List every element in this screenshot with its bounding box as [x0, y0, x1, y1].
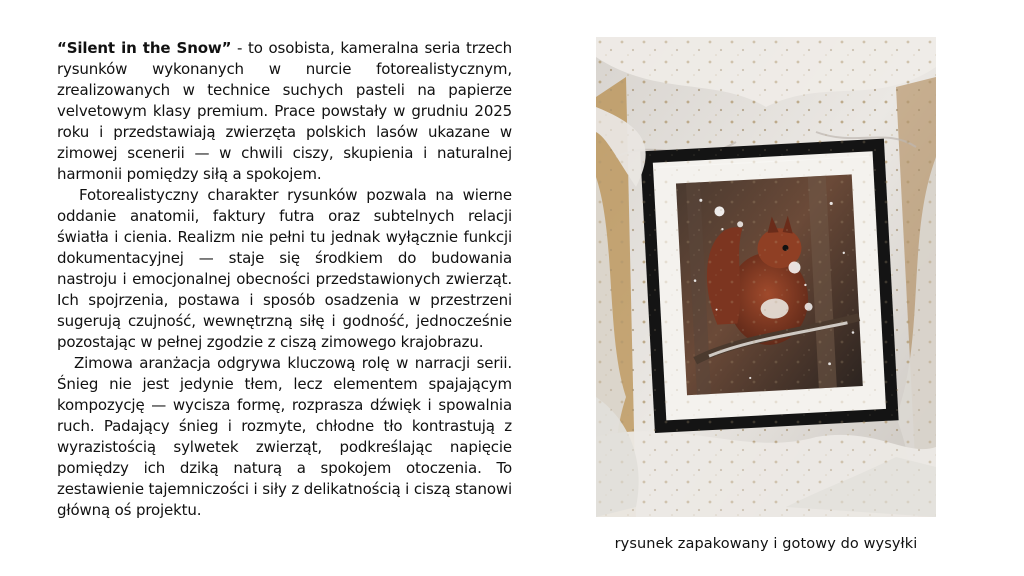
series-title: “Silent in the Snow” [57, 39, 232, 57]
paragraph-winter: Zimowa aranżacja odgrywa kluczową rolę w narracji serii. Śnieg nie jest jedynie tłem, lecz elementem spajającym kompozycję — wycisza formę, rozprasza dźwięk i spowalnia ruch. Padający śnieg i rozmyte, chłodne tło kontrastują z wyrazistością sylwetek zwierząt, podkreślając napięcie pomiędzy ich dziką naturą a spokojem otoczenia. To zestawienie tajemniczości i siły z delikatnością i ciszą stanowi główną oś projektu. [57, 354, 512, 519]
packaged-drawing-photo [596, 37, 936, 517]
paragraph-intro-text: - to osobista, kameralna seria trzech rysunków wykonanych w nurcie fotorealistycznym, zrealizowanych w technice suchych pasteli na papierze velvetowym klasy premium. Prace powstały w grudniu 2025 roku i przedstawiają zwierzęta polskich lasów ukazane w zimowej scenerii — w chwili ciszy, skupienia i naturalnej harmonii pomiędzy siłą a spokojem. [57, 39, 512, 183]
article-text [57, 38, 512, 521]
photo-caption: rysunek zapakowany i gotowy do wysyłki [614, 536, 918, 552]
paragraph-realism: Fotorealistyczny charakter rysunków pozwala na wierne oddanie anatomii, faktury futra oraz subtelnych relacji światła i cienia. Realizm nie pełni tu jednak wyłącznie funkcji dokumentacyjnej — staje się środkiem do budowania nastroju i emocjonalnej obecności przedstawionych zwierząt. Ich spojrzenia, postawa i sposób osadzenia w przestrzeni sugerują czujność, wewnętrzną siłę i godność, jednocześnie pozostając w pełnej zgodzie z ciszą zimowego krajobrazu. [57, 186, 512, 351]
paragraph-intro [57, 38, 512, 185]
